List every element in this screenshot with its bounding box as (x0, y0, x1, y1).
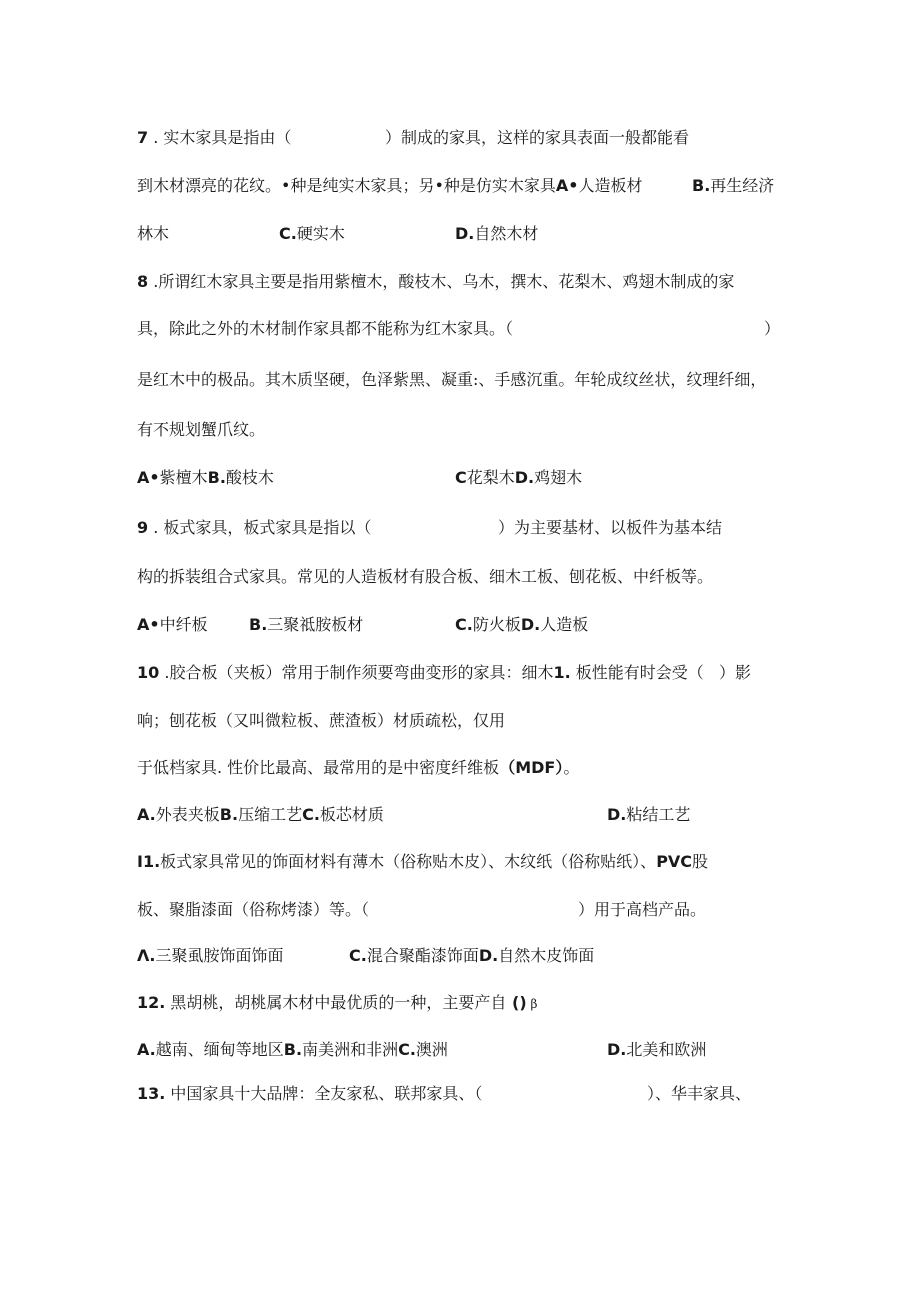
q9-options-cd: C.防火板D.人造板 (455, 615, 589, 634)
q10-option-d: D.粘结工艺 (607, 805, 691, 824)
q7-option-a: 人造板材 (578, 176, 643, 195)
q11-line-2: 板、聚脂漆面（俗称烤漆）等。（ (137, 900, 370, 919)
q13-number: 13. (137, 1084, 166, 1103)
q7-line-1: 7 . 实木家具是指由（ (137, 128, 292, 147)
q8-line-1: 8 .所谓红木家具主要是指用紫檀木，酸枝木、乌木，撰木、花梨木、鸡翅木制成的家 (137, 272, 735, 291)
q9-number: 9 (137, 518, 149, 537)
q8-options-cd: C花梨木D.鸡翅木 (455, 468, 583, 487)
q9-line-1-tail: ）为主要基材、以板件为基本结 (498, 518, 723, 537)
q8-number: 8 (137, 272, 149, 291)
q7-option-a-key: A• (555, 176, 579, 195)
q7-option-c: C.硬实木 (279, 224, 345, 243)
q7-option-b: B.再生经济 (692, 176, 775, 195)
q13-line-1-tail: ）、华丰家具、 (647, 1084, 752, 1103)
q10-line-2: 响；刨花板（又叫微粒板、蔗渣板）材质疏松，仅用 (137, 711, 506, 730)
q7-option-b-cont: 林木 (137, 224, 170, 243)
q13-line-1: 13. 中国家具十大品牌：全友家私、联邦家具、（ (137, 1084, 483, 1103)
q7-number: 7 (137, 128, 149, 147)
q11-line-2-tail: ）用于高档产品。 (578, 900, 707, 919)
q12-line-1: 12. 黑胡桃，胡桃属木材中最优质的一种，主要产自 () β (137, 993, 538, 1012)
q9-option-b: B.三聚祗胺板材 (249, 615, 364, 634)
q10-options-abc: A.外表夹板B.压缩工艺C.板芯材质 (137, 805, 384, 824)
q11-options-cd: C.混合聚酯漆饰面D.自然木皮饰面 (349, 946, 595, 965)
q10-line-3: 于低档家具. 性价比最高、最常用的是中密度纤维板（MDF）。 (137, 758, 580, 777)
q7-option-d: D.自然木材 (455, 224, 539, 243)
q8-line-3: 是红木中的极品。其木质坚硬，色泽紫黑、凝重:、手感沉重。年轮成纹丝状，纹理纤细， (137, 370, 767, 389)
q12-option-d: D.北美和欧洲 (607, 1040, 707, 1059)
q11-line-1: I1.板式家具常见的饰面材料有薄木（俗称贴木皮）、木纹纸（俗称贴纸）、PVC股 (137, 852, 709, 871)
q10-number: 10 (137, 663, 160, 682)
q8-options-ab: A•紫檀木B.酸枝木 (137, 468, 274, 487)
q10-line-1: 10 .胶合板（夹板）常用于制作须要弯曲变形的家具：细木1. 板性能有时会受（ ）影 (137, 663, 752, 682)
q12-number: 12. (137, 993, 166, 1012)
q8-line-2: 具，除此之外的木材制作家具都不能称为红木家具。（ (137, 319, 514, 338)
q12-options-abc: A.越南、缅甸等地区B.南美洲和非洲C.澳洲 (137, 1040, 448, 1059)
q9-line-2: 构的拆装组合式家具。常见的人造板材有股合板、细木工板、刨花板、中纤板等。 (137, 567, 714, 586)
q7-line-2: 到木材漂亮的花纹。•种是纯实木家具；另•种是仿实木家具A•人造板材 (137, 176, 643, 195)
q9-option-a: A•中纤板 (137, 615, 208, 634)
q8-line-2-paren: ） (764, 319, 781, 338)
q7-line-1-tail: ）制成的家具，这样的家具表面一般都能看 (385, 128, 690, 147)
q11-number: I1. (137, 852, 161, 871)
q11-option-a: Λ.三聚虱胺饰面饰面 (137, 946, 284, 965)
q9-line-1: 9 . 板式家具，板式家具是指以（ (137, 518, 372, 537)
q8-line-4: 有不规划蟹爪纹。 (137, 420, 266, 439)
